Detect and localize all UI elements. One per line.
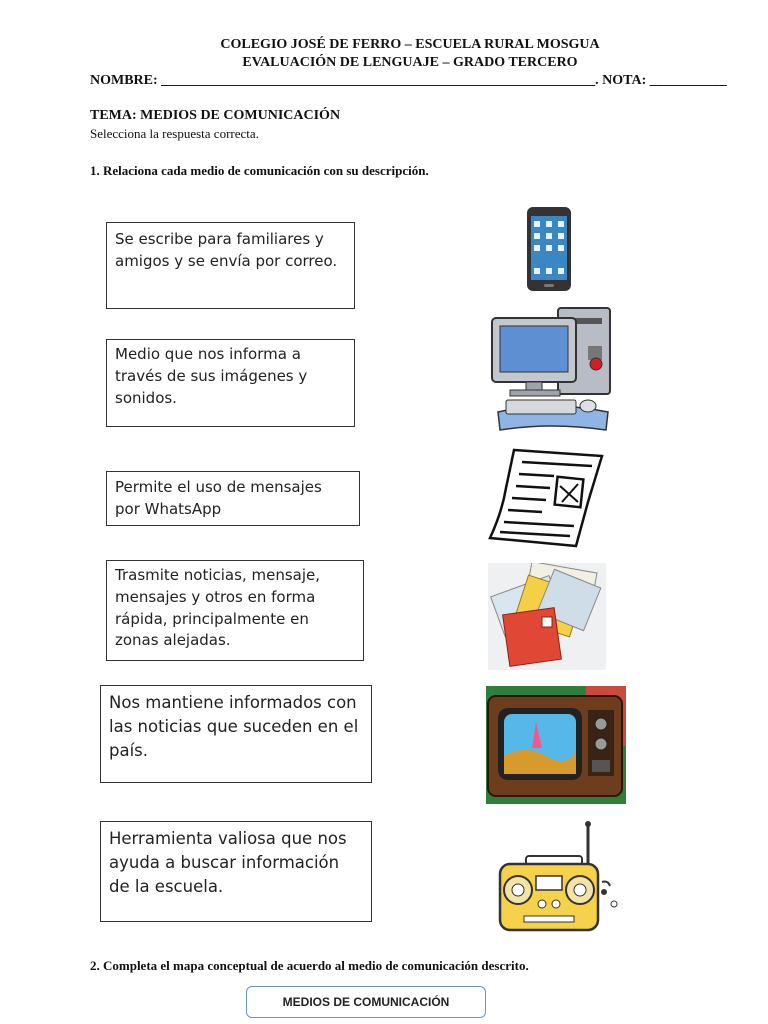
- instruction-text: Selecciona la respuesta correcta.: [90, 126, 259, 141]
- description-box: [106, 339, 355, 427]
- description-box: [106, 560, 364, 661]
- question-1: 1. Relaciona cada medio de comunicación con su descripción.: [90, 163, 429, 178]
- topic-heading: TEMA: MEDIOS DE COMUNICACIÓN: [90, 108, 341, 123]
- description-text: Se escribe para familiares y amigos y se envía por correo.: [115, 230, 338, 270]
- exam-title: EVALUACIÓN DE LENGUAJE – GRADO TERCERO: [242, 55, 578, 70]
- mobile-phone-icon: [524, 206, 574, 292]
- description-box: [106, 471, 360, 526]
- newspaper-icon: [484, 442, 606, 548]
- description-text: Permite el uso de mensajes por WhatsApp: [115, 478, 322, 518]
- description-text: Herramienta valiosa que nos ayuda a buscar información de la escuela.: [109, 829, 347, 896]
- school-title: COLEGIO JOSÉ DE FERRO – ESCUELA RURAL MOSGUA: [220, 37, 600, 52]
- desktop-computer-icon: [488, 304, 616, 434]
- television-icon: [486, 686, 626, 804]
- description-text: Trasmite noticias, mensaje, mensajes y otros en forma rápida, principalmente en zonas alejadas.: [115, 566, 320, 650]
- question-2: 2. Completa el mapa conceptual de acuerdo al medio de comunicación descrito.: [90, 958, 529, 973]
- letters-icon: [488, 563, 606, 670]
- radio-icon: [496, 820, 622, 932]
- name-grade-line: NOMBRE: ______________________________________________________________. NOTA: ___________: [90, 73, 727, 88]
- description-box: [100, 821, 372, 922]
- description-text: Medio que nos informa a través de sus imágenes y sonidos.: [115, 345, 308, 407]
- concept-map-root: MEDIOS DE COMUNICACIÓN: [246, 986, 486, 1018]
- description-box: [100, 685, 372, 783]
- description-box: [106, 222, 355, 309]
- description-text: Nos mantiene informados con las noticias que suceden en el país.: [109, 693, 359, 760]
